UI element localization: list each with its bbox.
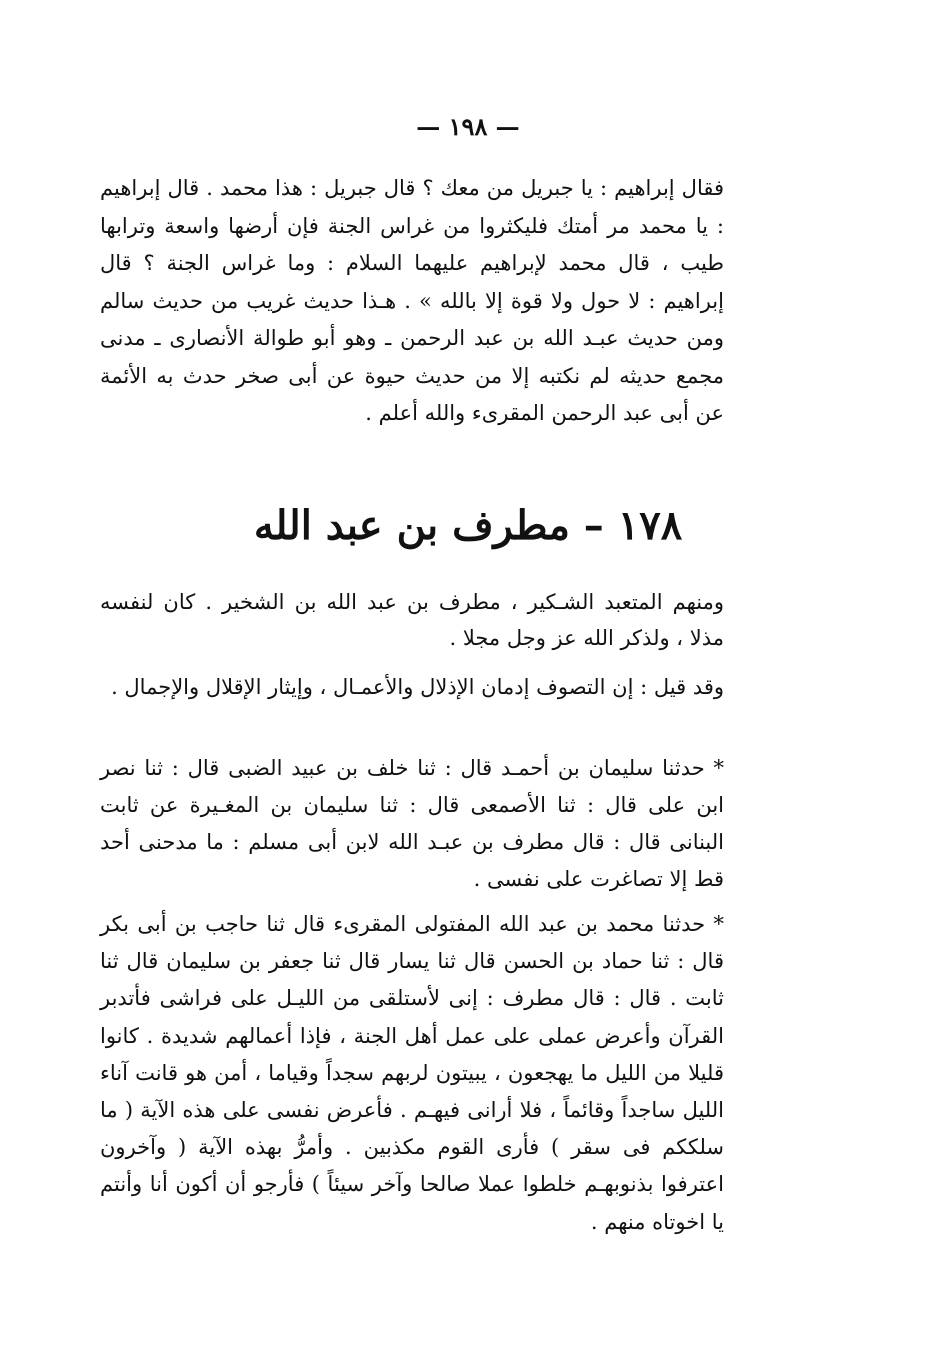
section-paragraph-tasawwuf: وقد قيل : إن التصوف إدمان الإذلال والأعمـال ، وإيثار الإقلال والإجمال . <box>111 675 724 699</box>
section-heading: ١٧٨ – مطرف بن عبد الله <box>253 502 683 549</box>
continued-paragraph: فقال إبراهيم : يا جبريل من معك ؟ قال جبريل : هذا محمد . قال إبراهيم : يا محمد مر أمتك فليكثروا من غراس الجنة فإن أرضها واسعة وترابها طيب ، قال محمد لإبراهيم عليهما السلام : وما غراس الجنة ؟ قال إبراهيم : لا حول ولا قوة إلا بالله » . هـذا حديث غريب من حديث سالم ومن حديث عبـد الله بن عبد الرحمن ـ وهو أبو طوالة الأنصارى ـ مدنى مجمع حديثه لم نكتبه إلا من حديث حيوة عن أبى صخر حدث به الأئمة عن أبى عبد الرحمن المقرىء والله أعلم . <box>100 176 724 425</box>
section-paragraph-hadith-1: * حدثنا سليمان بن أحمـد قال : ثنا خلف بن عبيد الضبى قال : ثنا نصر ابن على قال : ثنا الأصمعى قال : ثنا سليمان بن المغـيرة عن ثابت البنانى قال : قال مطرف بن عبـد الله لابن أبى مسلم : ما مدحنى أحد قط إلا تصاغرت على نفسى . <box>100 756 724 891</box>
section-paragraph-hadith-2: * حدثنا محمد بن عبد الله المفتولى المقرىء قال ثنا حاجب بن أبى بكر قال : ثنا حماد بن الحسن قال ثنا يسار قال ثنا جعفر بن سليمان قال ثنا ثابت . قال : قال مطرف : إنى لأستلقى من الليـل على فراشى فأتدبر القرآن وأعرض عملى على عمل أهل الجنة ، فإذا أعمالهم شديدة . كانوا قليلا من الليل ما يهجعون ، يبيتون لربهم سجداً وقياما ، أمن هو قانت آناء الليل ساجداً وقائماً ، فلا أرانى فيهـم . فأعرض نفسى على هذه الآية ( ما سلككم فى سقر ) فأرى القوم مكذبين . وأمرُّ بهذه الآية ( وآخرون اعترفوا بذنوبهـم خلطوا عملا صالحا وآخر سيئاً ) فأرجو أن أكون أنا وأنتم يا اخوتاه منهم . <box>100 912 724 1234</box>
page-number: — ١٩٨ — <box>416 112 520 141</box>
section-paragraph-intro: ومنهم المتعبد الشـكير ، مطرف بن عبد الله بن الشخير . كان لنفسه مذلا ، ولذكر الله عز وجل مجلا . <box>100 590 724 650</box>
